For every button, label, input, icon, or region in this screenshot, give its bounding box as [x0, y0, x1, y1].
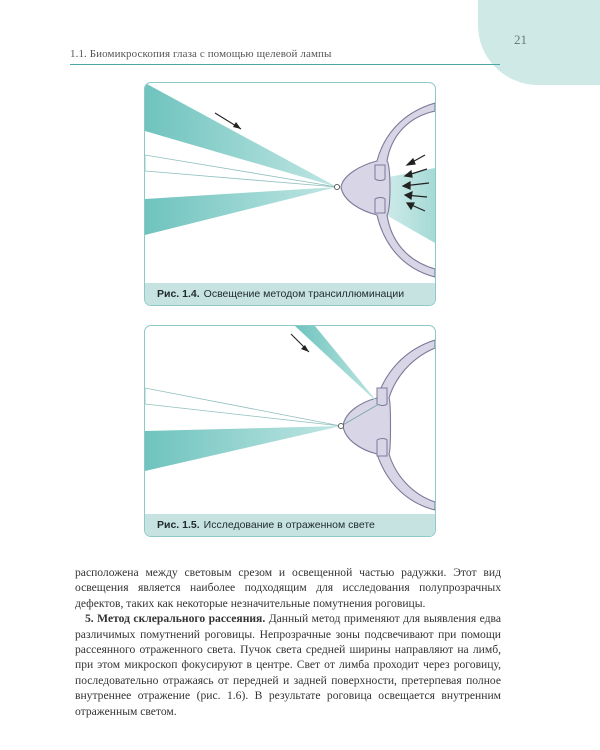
transillumination-diagram — [145, 83, 435, 283]
page-number: 21 — [514, 32, 527, 47]
iris-lower — [375, 198, 385, 214]
header-rule — [70, 64, 500, 65]
method-description: Данный метод применяют для выявления едва различимых помутнений роговицы. Непрозрачные зоны подсвечивают при помощи рассеянного отраженного света. Пучок света средней ширины направляют на лимб, при этом микроскоп фокусируют в центре. Свет от лимба проходит через роговицу, последовательно отражаясь от передней и задней поверхности, претерпевая полное внутреннее отражение (рис. 1.6). В результате роговица освещается внутренним отраженным светом. — [75, 612, 502, 718]
paragraph-continued: расположена между световым срезом и освещенной частью радужки. Этот вид освещения является наиболее подходящим для исследования полупрозрачных дефектов, таких как некоторые незначительные помутнения роговицы. — [75, 566, 501, 610]
eye-sclera — [343, 340, 435, 510]
figure-caption — [145, 283, 435, 305]
figure-caption-text: Освещение методом трансиллюминации — [203, 288, 405, 300]
figure-label: Рис. 1.4. — [157, 288, 200, 300]
running-head: 1.1. Биомикроскопия глаза с помощью щелевой лампы — [70, 48, 332, 60]
iris-upper — [375, 165, 385, 181]
incoming-light-beam — [295, 326, 379, 404]
viewing-beam-upper — [145, 388, 341, 426]
arrowhead — [301, 345, 309, 352]
figure-caption-text: Исследование в отраженном свете — [203, 519, 375, 531]
focus-point — [334, 184, 339, 189]
paragraph-method-5 — [75, 611, 501, 719]
focus-point — [338, 423, 343, 428]
iris-lower — [377, 439, 387, 457]
figure-1-4 — [144, 82, 436, 306]
page-corner-tab — [478, 0, 600, 85]
viewing-beam-upper — [145, 155, 337, 187]
body-text — [75, 565, 501, 719]
reflected-light-diagram — [145, 326, 435, 514]
arrowhead — [233, 122, 241, 129]
viewing-beam-lower — [145, 187, 337, 235]
viewing-beam-lower — [145, 426, 341, 471]
method-heading: 5. Метод склерального рассеяния. — [85, 612, 266, 626]
figure-caption — [145, 514, 435, 536]
figure-label: Рис. 1.5. — [157, 519, 200, 531]
iris-upper — [377, 388, 387, 406]
figure-1-5 — [144, 325, 436, 537]
